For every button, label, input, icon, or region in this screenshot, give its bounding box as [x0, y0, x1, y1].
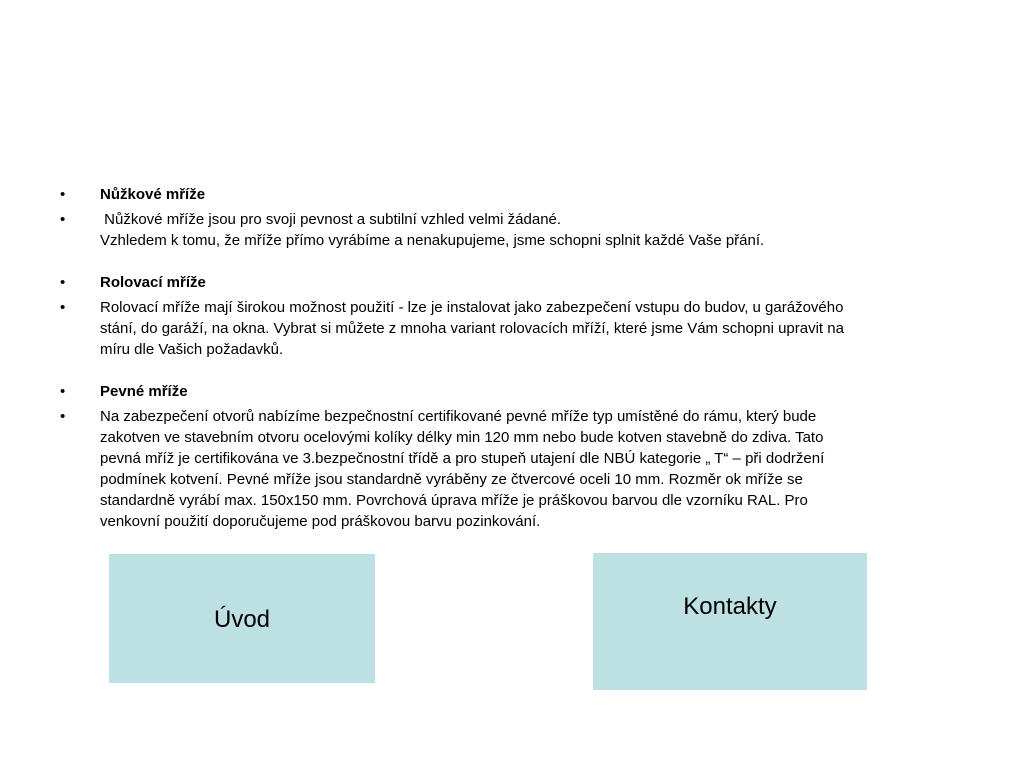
- section-heading: Nůžkové mříže: [100, 186, 206, 203]
- kontakty-button-label: Kontakty: [683, 593, 777, 620]
- uvod-button-label: Úvod: [213, 605, 271, 633]
- bullet-heading-pevne: [60, 381, 960, 402]
- section-heading: Rolovací mříže: [100, 274, 206, 291]
- bullet-marker: •: [60, 186, 66, 203]
- body-line: podmínek kotvení. Pevné mříže jsou standardně vyráběny ze čtvercové oceli 10 mm. Rozměr ok mříže se: [100, 471, 803, 488]
- body-line: stání, do garáží, na okna. Vybrat si můžete z mnoha variant rolovacích mříží, které jsme Vám schopni upravit na: [100, 320, 844, 337]
- bullet-heading-nuzkove: [60, 184, 960, 205]
- body-line: Nůžkové mříže jsou pro svoji pevnost a subtilní vzhled velmi žádané.: [100, 211, 562, 228]
- bullet-marker: •: [60, 211, 66, 228]
- body-line: standardně vyrábí max. 150x150 mm. Povrchová úprava mříže je práškovou barvou dle vzorníku RAL. Pro: [100, 492, 808, 509]
- content-list: [60, 184, 960, 532]
- bullet-marker: •: [60, 383, 66, 400]
- bullet-body-pevne: [60, 406, 960, 532]
- body-line: Vzhledem k tomu, že mříže přímo vyrábíme a nenakupujeme, jsme schopni splnit každé Vaše přání.: [100, 232, 765, 249]
- body-line: míru dle Vašich požadavků.: [100, 341, 284, 358]
- body-line: pevná mříž je certifikována ve 3.bezpečnostní třídě a pro stupeň utajení dle NBÚ kategorie „ T“ – při dodržení: [100, 450, 825, 467]
- bullet-marker: •: [60, 274, 66, 291]
- body-line: venkovní použití doporučujeme pod práškovou barvu pozinkování.: [100, 513, 541, 530]
- bullet-heading-rolovaci: [60, 272, 960, 293]
- section-heading: Pevné mříže: [100, 383, 188, 400]
- body-line: zakotven ve stavebním otvoru ocelovými kolíky délky min 120 mm nebo bude kotven stavebně do zdiva. Tato: [100, 429, 824, 446]
- bullet-body-rolovaci: [60, 297, 960, 360]
- body-line: Na zabezpečení otvorů nabízíme bezpečnostní certifikované pevné mříže typ umístěné do rámu, který bude: [100, 408, 817, 425]
- body-line: Rolovací mříže mají širokou možnost použití - lze je instalovat jako zabezpečení vstupu do budov, u garážového: [100, 299, 844, 316]
- bullet-marker: •: [60, 408, 66, 425]
- bullet-body-nuzkove: [60, 209, 960, 251]
- bullet-marker: •: [60, 299, 66, 316]
- kontakty-button[interactable]: [593, 553, 867, 690]
- uvod-button[interactable]: [109, 554, 375, 683]
